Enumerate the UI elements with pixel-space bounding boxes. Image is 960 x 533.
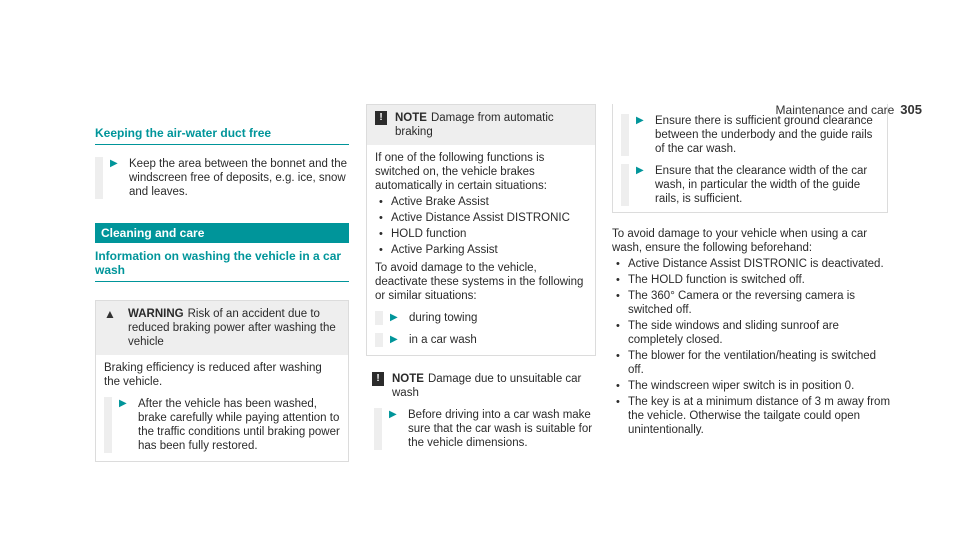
list-item-text: Active Distance Assist DISTRONIC is deactivated. — [628, 258, 884, 270]
step-text: during towing — [409, 312, 478, 324]
column-left — [95, 126, 349, 462]
list-item-text: The windscreen wiper switch is in position 0. — [628, 380, 855, 392]
note-text: Damage due to unsuitable car wash — [392, 373, 582, 399]
list-item-text: Active Parking Assist — [391, 244, 498, 256]
prerequisite-list — [612, 257, 894, 437]
section-heading-air-water-duct: Keeping the air-water duct free — [95, 126, 349, 145]
bullet-dot: • — [616, 320, 620, 332]
step-text: Ensure there is sufficient ground clearance between the underbody and the guide rails of the car wash. — [655, 115, 873, 155]
warning-body — [96, 355, 348, 461]
car-wash-intro: To avoid damage to your vehicle when using a car wash, ensure the following beforehand: — [612, 228, 868, 254]
list-item — [375, 243, 587, 257]
list-item — [375, 211, 587, 225]
warning-label: WARNING — [128, 308, 184, 320]
list-item-text: The key is at a minimum distance of 3 m away from the vehicle. Otherwise the tailgate could open unintentionally. — [628, 396, 891, 436]
note-box-automatic-braking — [366, 104, 596, 356]
list-item-text: Active Distance Assist DISTRONIC — [391, 212, 570, 224]
warning-body-text: Braking efficiency is reduced after washing the vehicle. — [104, 362, 322, 388]
step-text: Before driving into a car wash make sure that the car wash is suitable for the vehicle dimensions. — [408, 409, 593, 449]
list-item — [612, 349, 894, 377]
bullet-dot: • — [616, 396, 620, 408]
step-text: Keep the area between the bonnet and the windscreen free of deposits, e.g. ice, snow and leaves. — [129, 158, 348, 198]
note-after: To avoid damage to the vehicle, deactivate these systems in the following or similar situations: — [375, 262, 584, 302]
step-during-towing — [375, 311, 587, 325]
exclamation-box-icon: ! — [372, 372, 384, 386]
bullet-dot: • — [616, 380, 620, 392]
list-item-text: HOLD function — [391, 228, 467, 240]
triangle-right-icon: ▶ — [110, 158, 118, 169]
note-body — [367, 145, 595, 355]
bullet-dot: • — [379, 228, 383, 240]
warning-header — [96, 301, 348, 355]
list-item-text: The HOLD function is switched off. — [628, 274, 805, 286]
note-intro: If one of the following functions is switched on, the vehicle brakes automatically in certain situations: — [375, 152, 547, 192]
list-item-text: Active Brake Assist — [391, 196, 489, 208]
list-item — [375, 227, 587, 241]
triangle-right-icon: ▶ — [636, 165, 644, 176]
step-clearance-width — [621, 164, 879, 206]
column-right — [612, 104, 892, 437]
exclamation-box-icon: ! — [375, 111, 387, 125]
subheading-car-wash-info: Information on washing the vehicle in a car wash — [95, 249, 349, 282]
function-list — [375, 195, 587, 257]
bullet-dot: • — [379, 244, 383, 256]
bullet-dot: • — [616, 350, 620, 362]
list-item — [612, 319, 894, 347]
note-label: NOTE — [395, 112, 427, 124]
triangle-right-icon: ▶ — [636, 115, 644, 126]
bullet-dot: • — [616, 290, 620, 302]
continued-steps-box — [612, 104, 888, 213]
step-text: Ensure that the clearance width of the car wash, in particular the width of the guide rails, is sufficient. — [655, 165, 868, 205]
list-item — [612, 395, 894, 437]
list-item-text: The 360° Camera or the reversing camera is switched off. — [628, 290, 856, 316]
note-text: Damage from automatic braking — [395, 112, 554, 138]
note-label: NOTE — [392, 373, 424, 385]
bullet-dot: • — [379, 212, 383, 224]
list-item — [612, 289, 894, 317]
list-item — [612, 273, 894, 287]
triangle-right-icon: ▶ — [390, 334, 398, 345]
note-header — [367, 105, 595, 145]
warning-text: Risk of an accident due to reduced braking power after washing the vehicle — [128, 308, 336, 348]
triangle-right-icon: ▶ — [389, 409, 397, 420]
section-bar-cleaning-and-care: Cleaning and care — [95, 223, 349, 243]
step-text: in a car wash — [409, 334, 477, 346]
step-ground-clearance — [621, 114, 879, 156]
list-item-text: The blower for the ventilation/heating is switched off. — [628, 350, 877, 376]
list-item — [612, 257, 894, 271]
note-block-unsuitable-wash — [366, 372, 596, 450]
list-item-text: The side windows and sliding sunroof are completely closed. — [628, 320, 839, 346]
step-keep-area-free — [95, 157, 349, 199]
triangle-right-icon: ▶ — [390, 312, 398, 323]
note-header — [366, 372, 596, 400]
step-text: After the vehicle has been washed, brake carefully while paying attention to the traffic conditions until braking power has been fully restored. — [138, 398, 340, 452]
warning-step — [104, 397, 340, 453]
triangle-right-icon: ▶ — [119, 398, 127, 409]
column-middle — [366, 104, 596, 450]
page-number: 305 — [900, 102, 922, 117]
bullet-dot: • — [379, 196, 383, 208]
bullet-dot: • — [616, 274, 620, 286]
section-title: Maintenance and care — [775, 103, 895, 117]
list-item — [375, 195, 587, 209]
bullet-dot: • — [616, 258, 620, 270]
warning-box — [95, 300, 349, 462]
step-before-car-wash — [374, 408, 596, 450]
list-item — [612, 379, 894, 393]
warning-triangle-icon: ▲ — [104, 307, 116, 321]
step-car-wash — [375, 333, 587, 347]
